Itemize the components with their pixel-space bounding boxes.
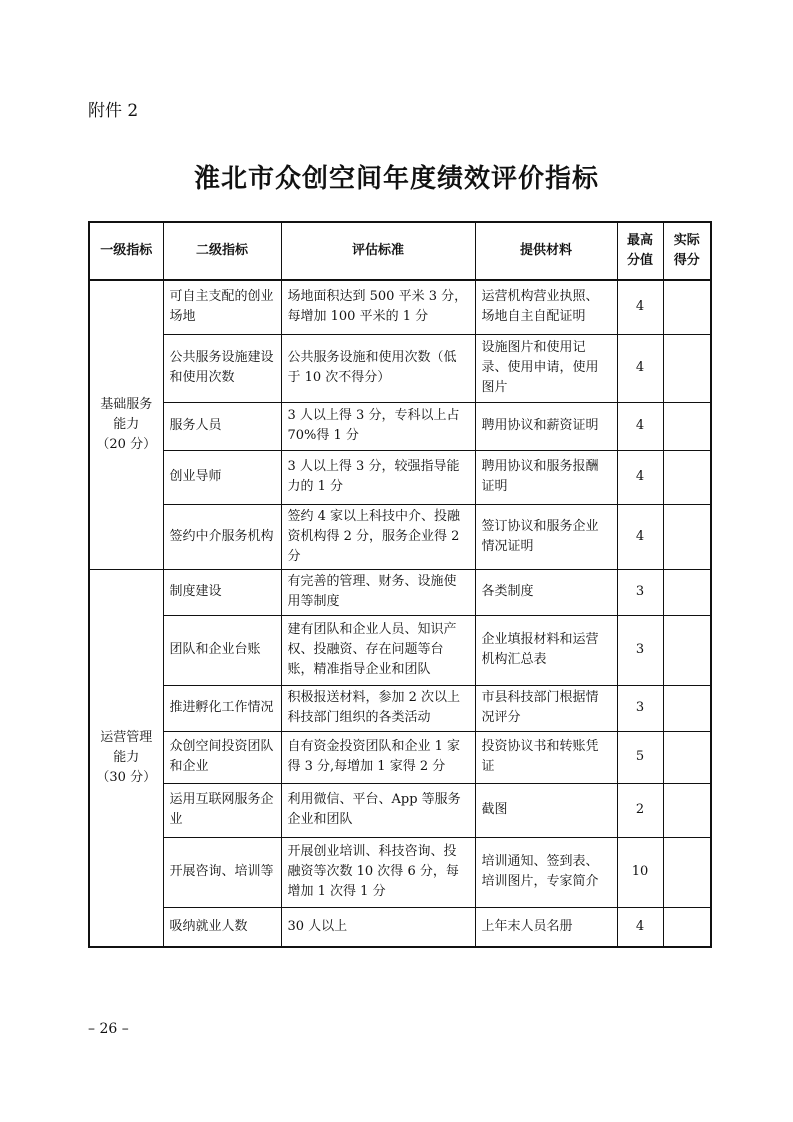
max-score-cell: 4	[617, 334, 663, 402]
actual-score-cell[interactable]	[663, 569, 711, 615]
materials-cell: 签订协议和服务企业情况证明	[475, 504, 617, 569]
actual-score-cell[interactable]	[663, 783, 711, 837]
level2-cell: 制度建设	[163, 569, 281, 615]
level2-cell: 服务人员	[163, 402, 281, 450]
table-row	[89, 450, 711, 504]
criteria-cell: 建有团队和企业人员、知识产权、投融资、存在问题等台账，精准指导企业和团队	[281, 615, 475, 685]
actual-score-cell[interactable]	[663, 504, 711, 569]
level2-cell: 吸纳就业人数	[163, 907, 281, 947]
indicator-table	[88, 221, 712, 948]
max-score-cell: 3	[617, 615, 663, 685]
level2-cell: 众创空间投资团队和企业	[163, 731, 281, 783]
level1-operations	[89, 569, 163, 947]
criteria-cell: 自有资金投资团队和企业 1 家得 3 分,每增加 1 家得 2 分	[281, 731, 475, 783]
max-score-cell: 3	[617, 685, 663, 731]
criteria-cell: 积极报送材料，参加 2 次以上科技部门组织的各类活动	[281, 685, 475, 731]
level2-cell: 团队和企业台账	[163, 615, 281, 685]
max-score-cell: 4	[617, 402, 663, 450]
page-number: – 26 –	[88, 1021, 129, 1037]
header-row	[89, 222, 711, 280]
materials-cell: 各类制度	[475, 569, 617, 615]
table-row	[89, 334, 711, 402]
materials-cell: 上年末人员名册	[475, 907, 617, 947]
max-score-cell: 3	[617, 569, 663, 615]
level2-cell: 签约中介服务机构	[163, 504, 281, 569]
table-row	[89, 731, 711, 783]
header-max-line1: 最高	[626, 233, 653, 248]
max-score-cell: 4	[617, 450, 663, 504]
header-level2: 二级指标	[163, 222, 281, 280]
table-row	[89, 907, 711, 947]
level1-basic-service	[89, 280, 163, 569]
materials-cell: 聘用协议和薪资证明	[475, 402, 617, 450]
actual-score-cell[interactable]	[663, 334, 711, 402]
max-score-cell: 5	[617, 731, 663, 783]
header-level1: 一级指标	[89, 222, 163, 280]
table-row	[89, 685, 711, 731]
header-actual-line2: 得分	[673, 253, 700, 268]
actual-score-cell[interactable]	[663, 731, 711, 783]
criteria-cell: 有完善的管理、财务、设施使用等制度	[281, 569, 475, 615]
table-row	[89, 837, 711, 907]
table-row	[89, 402, 711, 450]
level1-line1: 基础服务	[100, 396, 153, 412]
table-row	[89, 280, 711, 334]
criteria-cell: 3 人以上得 3 分，较强指导能力的 1 分	[281, 450, 475, 504]
header-actual-score	[663, 222, 711, 280]
actual-score-cell[interactable]	[663, 615, 711, 685]
actual-score-cell[interactable]	[663, 837, 711, 907]
criteria-cell: 利用微信、平台、App 等服务企业和团队	[281, 783, 475, 837]
materials-cell: 培训通知、签到表、培训图片，专家简介	[475, 837, 617, 907]
materials-cell: 市县科技部门根据情况评分	[475, 685, 617, 731]
level1-line3: （30 分）	[96, 769, 157, 785]
header-actual-line1: 实际	[673, 233, 700, 248]
level1-line1: 运营管理	[100, 729, 153, 745]
criteria-cell: 3 人以上得 3 分，专科以上占 70%得 1 分	[281, 402, 475, 450]
criteria-cell: 30 人以上	[281, 907, 475, 947]
max-score-cell: 4	[617, 504, 663, 569]
level1-line2: 能力	[113, 416, 140, 432]
materials-cell: 设施图片和使用记录、使用申请，使用图片	[475, 334, 617, 402]
max-score-cell: 4	[617, 907, 663, 947]
table-row	[89, 569, 711, 615]
materials-cell: 截图	[475, 783, 617, 837]
level2-cell: 创业导师	[163, 450, 281, 504]
actual-score-cell[interactable]	[663, 450, 711, 504]
header-criteria: 评估标准	[281, 222, 475, 280]
level2-cell: 公共服务设施建设和使用次数	[163, 334, 281, 402]
level1-line2: 能力	[113, 749, 140, 765]
max-score-cell: 2	[617, 783, 663, 837]
criteria-cell: 公共服务设施和使用次数（低于 10 次不得分）	[281, 334, 475, 402]
table-row	[89, 615, 711, 685]
actual-score-cell[interactable]	[663, 402, 711, 450]
table-row	[89, 504, 711, 569]
level1-line3: （20 分）	[96, 436, 157, 452]
level2-cell: 运用互联网服务企业	[163, 783, 281, 837]
materials-cell: 聘用协议和服务报酬证明	[475, 450, 617, 504]
actual-score-cell[interactable]	[663, 907, 711, 947]
actual-score-cell[interactable]	[663, 280, 711, 334]
criteria-cell: 签约 4 家以上科技中介、投融资机构得 2 分，服务企业得 2 分	[281, 504, 475, 569]
criteria-cell: 场地面积达到 500 平米 3 分，每增加 100 平米的 1 分	[281, 280, 475, 334]
level2-cell: 推进孵化工作情况	[163, 685, 281, 731]
table-row	[89, 783, 711, 837]
header-max-score	[617, 222, 663, 280]
actual-score-cell[interactable]	[663, 685, 711, 731]
criteria-cell: 开展创业培训、科技咨询、投融资等次数 10 次得 6 分，每增加 1 次得 1 分	[281, 837, 475, 907]
level2-cell: 可自主支配的创业场地	[163, 280, 281, 334]
attachment-label: 附件 2	[88, 101, 139, 121]
max-score-cell: 10	[617, 837, 663, 907]
header-materials: 提供材料	[475, 222, 617, 280]
page-title: 淮北市众创空间年度绩效评价指标	[193, 164, 599, 194]
max-score-cell: 4	[617, 280, 663, 334]
materials-cell: 运营机构营业执照、场地自主自配证明	[475, 280, 617, 334]
level2-cell: 开展咨询、培训等	[163, 837, 281, 907]
materials-cell: 企业填报材料和运营机构汇总表	[475, 615, 617, 685]
materials-cell: 投资协议书和转账凭证	[475, 731, 617, 783]
header-max-line2: 分值	[626, 253, 653, 268]
